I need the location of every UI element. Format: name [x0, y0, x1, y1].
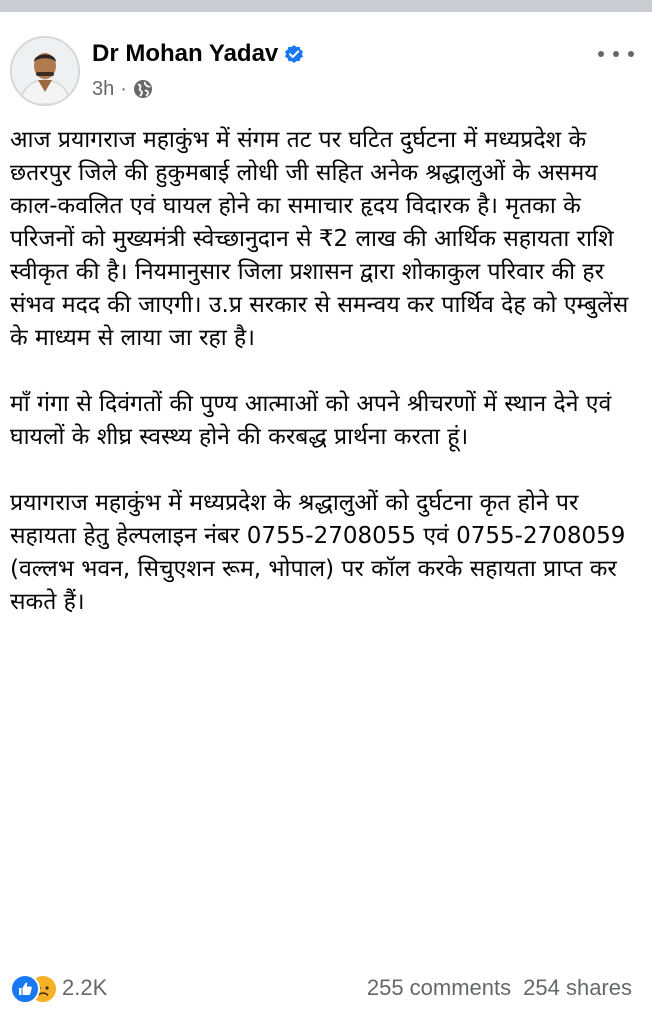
shares-count[interactable]: 254 shares: [523, 975, 632, 1000]
post-paragraph-2: माँ गंगा से दिवंगतों की पुण्य आत्माओं को अपने श्रीचरणों में स्थान देने एवं घायलों के शीघ्र स्वस्थ्य होने की करबद्ध प्रार्थना करता हूं।: [10, 391, 612, 450]
post-paragraph-3: प्रयागराज महाकुंभ में मध्यप्रदेश के श्रद्धालुओं को दुर्घटना कृत होने पर सहायता हेतु हेल्पलाइन नंबर 0755-2708055 एवं 0755-2708059 (वल्लभ भवन, सिचुएशन रूम, भोपाल) पर कॉल करके सहायता प्राप्त कर सकते हैं।: [10, 490, 626, 615]
post-text: [10, 124, 642, 652]
more-dot: [598, 51, 604, 57]
reactions-summary[interactable]: [10, 974, 107, 1002]
post-header: [10, 36, 642, 108]
more-dot: [628, 51, 634, 57]
more-options-icon[interactable]: [598, 44, 634, 64]
post-footer: [10, 972, 632, 1004]
avatar[interactable]: [10, 36, 80, 106]
author-row: [92, 38, 304, 70]
globe-icon[interactable]: [133, 79, 153, 99]
post-paragraph-1: आज प्रयागराज महाकुंभ में संगम तट पर घटित दुर्घटना में मध्यप्रदेश के छतरपुर जिले की हुकुमबाई लोधी जी सहित अनेक श्रद्धालुओं के असमय काल-कवलित एवं घायल होने का समाचार हृदय विदारक है। मृतका के परिजनों को मुख्यमंत्री स्वेच्छानुदान से ₹2 लाख की आर्थिक सहायता राशि स्वीकृत की है। नियमानुसार जिला प्रशासन द्वारा शोकाकुल परिवार की हर संभव मदद की जाएगी। उ.प्र सरकार से समन्वय कर पार्थिव देह को एम्बुलेंस के माध्यम से लाया जा रहा है।: [10, 127, 629, 351]
reaction-icons: [10, 974, 58, 1002]
post-meta: [92, 76, 153, 102]
post-time[interactable]: 3h: [92, 77, 115, 100]
meta-separator: ·: [120, 77, 127, 100]
reaction-count: 2.2K: [62, 975, 108, 1000]
verified-badge-icon: [284, 44, 304, 64]
comments-count[interactable]: 255 comments: [366, 975, 512, 1000]
like-icon: [10, 974, 40, 1004]
feed-divider: [0, 0, 652, 12]
avatar-portrait-icon: [12, 38, 78, 104]
author-name[interactable]: Dr Mohan Yadav: [92, 40, 279, 67]
post-stats: [367, 975, 632, 1001]
more-dot: [613, 51, 619, 57]
